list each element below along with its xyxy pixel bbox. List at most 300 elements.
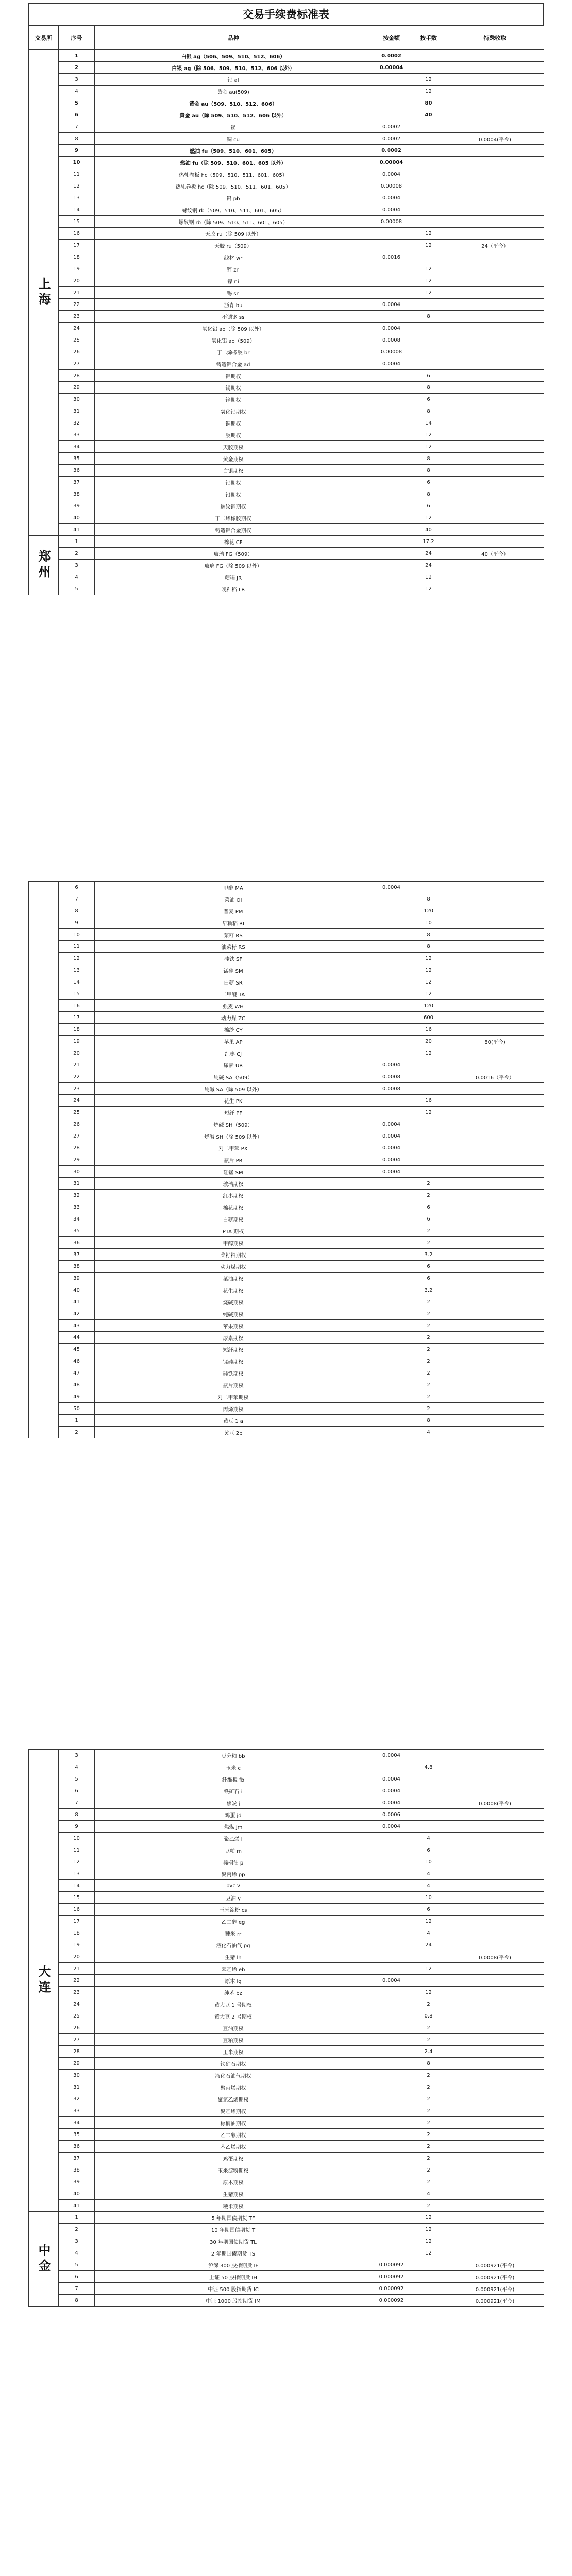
table-row [29, 2164, 544, 2176]
product-cell: 花生期权 [95, 1284, 372, 1296]
amount-cell [372, 1367, 411, 1379]
seq-cell: 38 [59, 488, 95, 500]
table-row [29, 2259, 544, 2271]
seq-cell: 24 [59, 323, 95, 334]
amount-cell: 0.0004 [372, 1975, 411, 1987]
amount-cell [372, 1024, 411, 1036]
lots-cell: 6 [411, 1201, 446, 1213]
table-row [29, 86, 544, 97]
seq-cell: 8 [59, 2295, 95, 2307]
special-cell [446, 1821, 544, 1833]
seq-cell: 42 [59, 1308, 95, 1320]
product-cell: pvc v [95, 1880, 372, 1892]
special-cell [446, 1249, 544, 1261]
amount-cell [372, 1190, 411, 1201]
amount-cell: 0.0004 [372, 168, 411, 180]
lots-cell: 2 [411, 2117, 446, 2129]
seq-cell: 20 [59, 1047, 95, 1059]
table-row [29, 216, 544, 228]
special-cell [446, 1415, 544, 1427]
seq-cell: 38 [59, 2164, 95, 2176]
table-row [29, 2224, 544, 2235]
seq-cell: 21 [59, 1059, 95, 1071]
special-cell [446, 2105, 544, 2117]
amount-cell [372, 2141, 411, 2153]
product-cell: 铋 [95, 121, 372, 133]
product-cell: 10 年期国债期货 T [95, 2224, 372, 2235]
seq-cell: 32 [59, 417, 95, 429]
amount-cell: 0.0004 [372, 323, 411, 334]
special-cell [446, 1998, 544, 2010]
lots-cell: 4 [411, 1833, 446, 1844]
lots-cell: 6 [411, 1904, 446, 1916]
exchange-cell [29, 882, 59, 1438]
table-row [29, 2212, 544, 2224]
table-row [29, 2129, 544, 2141]
table-row [29, 394, 544, 405]
lots-cell: 10 [411, 1892, 446, 1904]
table-row [29, 2176, 544, 2188]
table-row [29, 1012, 544, 1024]
product-cell: 动力煤期权 [95, 1261, 372, 1273]
amount-cell [372, 1201, 411, 1213]
lots-cell: 6 [411, 1213, 446, 1225]
product-cell: 丁二烯橡胶期权 [95, 512, 372, 524]
product-cell: 白银 ag（506、509、510、512、606） [95, 50, 372, 62]
product-cell: 晚籼稻 LR [95, 583, 372, 595]
table-header-row [29, 26, 544, 50]
lots-cell: 8 [411, 893, 446, 905]
table-row [29, 2283, 544, 2295]
product-cell: 二甲醚 TA [95, 988, 372, 1000]
seq-cell: 12 [59, 953, 95, 964]
amount-cell [372, 2046, 411, 2058]
product-cell: 聚氯乙烯期权 [95, 2093, 372, 2105]
amount-cell [372, 2034, 411, 2046]
lots-cell: 12 [411, 976, 446, 988]
lots-cell [411, 50, 446, 62]
seq-cell: 19 [59, 1939, 95, 1951]
table-row [29, 370, 544, 382]
lots-cell: 2 [411, 1355, 446, 1367]
product-cell: 铜期权 [95, 417, 372, 429]
product-cell: 瓶片期权 [95, 1379, 372, 1391]
lots-cell: 4 [411, 1427, 446, 1438]
lots-cell: 4 [411, 2188, 446, 2200]
lots-cell: 12 [411, 263, 446, 275]
seq-cell: 14 [59, 976, 95, 988]
amount-cell: 0.0004 [372, 1154, 411, 1166]
lots-cell: 6 [411, 1273, 446, 1284]
amount-cell [372, 1951, 411, 1963]
table-row [29, 2117, 544, 2129]
amount-cell [372, 228, 411, 240]
table-row [29, 429, 544, 441]
seq-cell: 9 [59, 1821, 95, 1833]
lots-cell: 2 [411, 2105, 446, 2117]
special-cell [446, 1880, 544, 1892]
lots-cell: 12 [411, 429, 446, 441]
special-cell [446, 370, 544, 382]
seq-cell: 6 [59, 882, 95, 893]
product-cell: 烧碱 SH（除 509 以外） [95, 1130, 372, 1142]
special-cell [446, 571, 544, 583]
special-cell [446, 560, 544, 571]
amount-cell: 0.0002 [372, 145, 411, 157]
seq-cell: 12 [59, 180, 95, 192]
lots-cell: 12 [411, 988, 446, 1000]
table-row [29, 1892, 544, 1904]
lots-cell: 2 [411, 2070, 446, 2081]
amount-cell [372, 2200, 411, 2212]
lots-cell: 8 [411, 465, 446, 477]
seq-cell: 21 [59, 287, 95, 299]
table-row [29, 334, 544, 346]
product-cell: 纯碱 SA（除 509 以外） [95, 1083, 372, 1095]
amount-cell: 0.000092 [372, 2259, 411, 2271]
amount-cell [372, 429, 411, 441]
special-cell [446, 976, 544, 988]
special-cell [446, 2235, 544, 2247]
table-row [29, 1308, 544, 1320]
table-row [29, 1427, 544, 1438]
product-cell: 鸡蛋 jd [95, 1809, 372, 1821]
product-cell: 苹果期权 [95, 1320, 372, 1332]
special-cell: 0.000921(平今) [446, 2283, 544, 2295]
lots-cell: 2 [411, 2153, 446, 2164]
seq-cell: 27 [59, 358, 95, 370]
product-cell: 白银期权 [95, 465, 372, 477]
table-row [29, 905, 544, 917]
product-cell: 聚乙烯 l [95, 1833, 372, 1844]
seq-cell: 9 [59, 145, 95, 157]
seq-cell: 16 [59, 1000, 95, 1012]
lots-cell: 2 [411, 2093, 446, 2105]
product-cell: 胶期权 [95, 429, 372, 441]
table-row [29, 500, 544, 512]
special-cell [446, 1261, 544, 1273]
product-cell: 白糖期权 [95, 1213, 372, 1225]
table-row [29, 1833, 544, 1844]
special-cell [446, 917, 544, 929]
lots-cell: 16 [411, 1095, 446, 1107]
special-cell [446, 988, 544, 1000]
special-cell [446, 228, 544, 240]
lots-cell: 24 [411, 560, 446, 571]
lots-cell: 2 [411, 2022, 446, 2034]
special-cell [446, 536, 544, 548]
table-row [29, 1963, 544, 1975]
product-cell: 瓶片 PR [95, 1154, 372, 1166]
seq-cell: 1 [59, 2212, 95, 2224]
amount-cell [372, 953, 411, 964]
special-cell [446, 453, 544, 465]
table-row [29, 1273, 544, 1284]
lots-cell: 12 [411, 86, 446, 97]
seq-cell: 11 [59, 1844, 95, 1856]
seq-cell: 33 [59, 429, 95, 441]
product-cell: 焦煤 jm [95, 1821, 372, 1833]
special-cell [446, 2034, 544, 2046]
product-cell: 锡 sn [95, 287, 372, 299]
lots-cell: 8 [411, 488, 446, 500]
product-cell: 生猪期权 [95, 2188, 372, 2200]
amount-cell [372, 1095, 411, 1107]
special-cell [446, 1178, 544, 1190]
lots-cell: 2 [411, 1367, 446, 1379]
lots-cell [411, 1809, 446, 1821]
special-cell [446, 1166, 544, 1178]
seq-cell: 31 [59, 1178, 95, 1190]
special-cell: 0.000921(平今) [446, 2271, 544, 2283]
table-row [29, 1000, 544, 1012]
product-cell: 铁矿石期权 [95, 2058, 372, 2070]
special-cell [446, 1427, 544, 1438]
lots-cell: 8 [411, 1415, 446, 1427]
lots-cell: 12 [411, 571, 446, 583]
lots-cell [411, 62, 446, 74]
amount-cell: 0.0008 [372, 1071, 411, 1083]
amount-cell: 0.0004 [372, 1130, 411, 1142]
special-cell [446, 429, 544, 441]
product-cell: 丙烯期权 [95, 1403, 372, 1415]
amount-cell: 0.0016 [372, 251, 411, 263]
product-cell: 菜籽粕期权 [95, 1249, 372, 1261]
table-row [29, 204, 544, 216]
amount-cell [372, 1249, 411, 1261]
special-cell [446, 109, 544, 121]
lots-cell: 12 [411, 2224, 446, 2235]
lots-cell: 8 [411, 382, 446, 394]
seq-cell: 34 [59, 2117, 95, 2129]
table-row [29, 1083, 544, 1095]
table-row [29, 477, 544, 488]
table-row [29, 1761, 544, 1773]
lots-cell: 3.2 [411, 1284, 446, 1296]
lots-cell: 12 [411, 583, 446, 595]
product-cell: 燃油 fu（509、510、601、605） [95, 145, 372, 157]
product-cell: 沪深 300 股指期货 IF [95, 2259, 372, 2271]
lots-cell [411, 1130, 446, 1142]
amount-cell [372, 1000, 411, 1012]
amount-cell [372, 1844, 411, 1856]
header-special: 特殊收取 [446, 26, 544, 50]
amount-cell [372, 74, 411, 86]
amount-cell [372, 2058, 411, 2070]
seq-cell: 45 [59, 1344, 95, 1355]
lots-cell: 80 [411, 97, 446, 109]
product-cell: 短纤 PF [95, 1107, 372, 1118]
product-cell: 30 年期国债期货 TL [95, 2235, 372, 2247]
seq-cell: 39 [59, 2176, 95, 2188]
special-cell [446, 964, 544, 976]
special-cell [446, 2224, 544, 2235]
special-cell [446, 358, 544, 370]
table-row [29, 964, 544, 976]
special-cell [446, 1237, 544, 1249]
product-cell: 粳稻 JR [95, 571, 372, 583]
lots-cell: 120 [411, 1000, 446, 1012]
product-cell: 中证 1000 股指期货 IM [95, 2295, 372, 2307]
table-row [29, 2046, 544, 2058]
table-row [29, 1249, 544, 1261]
seq-cell: 40 [59, 2188, 95, 2200]
special-cell [446, 1785, 544, 1797]
product-cell: 天胶期权 [95, 441, 372, 453]
special-cell [446, 1225, 544, 1237]
seq-cell: 50 [59, 1403, 95, 1415]
table-row [29, 2200, 544, 2212]
product-cell: 燃油 fu（除 509、510、601、605 以外） [95, 157, 372, 168]
special-cell: 0.0008(平今) [446, 1797, 544, 1809]
special-cell [446, 1391, 544, 1403]
special-cell [446, 1939, 544, 1951]
special-cell [446, 1059, 544, 1071]
seq-cell: 5 [59, 97, 95, 109]
table-row [29, 1856, 544, 1868]
amount-cell [372, 1308, 411, 1320]
lots-cell: 4 [411, 1927, 446, 1939]
table-row [29, 2010, 544, 2022]
amount-cell [372, 263, 411, 275]
table-row [29, 1154, 544, 1166]
table-row [29, 1785, 544, 1797]
lots-cell: 12 [411, 441, 446, 453]
product-cell: 棉花期权 [95, 1201, 372, 1213]
amount-cell [372, 2129, 411, 2141]
amount-cell [372, 311, 411, 323]
lots-cell [411, 334, 446, 346]
seq-cell: 26 [59, 1118, 95, 1130]
lots-cell [411, 1785, 446, 1797]
seq-cell: 2 [59, 1427, 95, 1438]
table-row [29, 1059, 544, 1071]
special-cell: 80(平今) [446, 1036, 544, 1047]
special-cell [446, 488, 544, 500]
special-cell [446, 583, 544, 595]
header-by-amount: 按金额 [372, 26, 411, 50]
amount-cell [372, 2093, 411, 2105]
product-cell: 硅铁期权 [95, 1367, 372, 1379]
lots-cell: 2 [411, 2141, 446, 2153]
amount-cell: 0.0004 [372, 1118, 411, 1130]
seq-cell: 36 [59, 2141, 95, 2153]
lots-cell: 12 [411, 964, 446, 976]
amount-cell [372, 2224, 411, 2235]
special-cell [446, 1367, 544, 1379]
seq-cell: 33 [59, 2105, 95, 2117]
product-cell: 对二甲苯 PX [95, 1142, 372, 1154]
amount-cell [372, 929, 411, 941]
amount-cell [372, 583, 411, 595]
amount-cell [372, 1284, 411, 1296]
product-cell: 螺纹钢 rb（除 509、510、511、601、605） [95, 216, 372, 228]
lots-cell: 2 [411, 1391, 446, 1403]
table-row [29, 2093, 544, 2105]
special-cell [446, 1000, 544, 1012]
seq-cell: 36 [59, 1237, 95, 1249]
amount-cell [372, 905, 411, 917]
seq-cell: 5 [59, 1773, 95, 1785]
seq-cell: 34 [59, 1213, 95, 1225]
product-cell: 黄大豆 2 号期权 [95, 2010, 372, 2022]
lots-cell: 6 [411, 477, 446, 488]
special-cell [446, 2153, 544, 2164]
seq-cell: 28 [59, 1142, 95, 1154]
product-cell: 铝 al [95, 74, 372, 86]
special-cell [446, 905, 544, 917]
lots-cell [411, 1750, 446, 1761]
amount-cell [372, 1868, 411, 1880]
lots-cell: 10 [411, 917, 446, 929]
product-cell: 热轧卷板 hc（除 509、510、511、601、605） [95, 180, 372, 192]
seq-cell: 19 [59, 1036, 95, 1047]
special-cell [446, 1190, 544, 1201]
seq-cell: 5 [59, 583, 95, 595]
lots-cell: 2 [411, 2176, 446, 2188]
table-row [29, 929, 544, 941]
lots-cell: 12 [411, 275, 446, 287]
seq-cell: 28 [59, 370, 95, 382]
amount-cell [372, 370, 411, 382]
lots-cell [411, 1118, 446, 1130]
product-cell: 玉米淀粉期权 [95, 2164, 372, 2176]
table-row [29, 346, 544, 358]
amount-cell [372, 1761, 411, 1773]
product-cell: 棉花 CF [95, 536, 372, 548]
product-cell: 尿素期权 [95, 1332, 372, 1344]
seq-cell: 13 [59, 192, 95, 204]
special-cell [446, 2070, 544, 2081]
product-cell: 菜油期权 [95, 1273, 372, 1284]
seq-cell: 49 [59, 1391, 95, 1403]
table-row [29, 1880, 544, 1892]
lots-cell [411, 299, 446, 311]
table-row [29, 382, 544, 394]
seq-cell: 23 [59, 1987, 95, 1998]
amount-cell [372, 2188, 411, 2200]
amount-cell [372, 1225, 411, 1237]
product-cell: 铜 cu [95, 133, 372, 145]
amount-cell [372, 1939, 411, 1951]
special-cell [446, 1379, 544, 1391]
special-cell [446, 1201, 544, 1213]
lots-cell [411, 121, 446, 133]
table-row [29, 1797, 544, 1809]
lots-cell: 12 [411, 2247, 446, 2259]
table-row [29, 1130, 544, 1142]
seq-cell: 20 [59, 1951, 95, 1963]
lots-cell [411, 1797, 446, 1809]
seq-cell: 13 [59, 964, 95, 976]
table-row [29, 2070, 544, 2081]
header-seq: 序号 [59, 26, 95, 50]
table-row [29, 1773, 544, 1785]
seq-cell: 4 [59, 86, 95, 97]
seq-cell: 17 [59, 1012, 95, 1024]
seq-cell: 26 [59, 2022, 95, 2034]
special-cell [446, 1773, 544, 1785]
product-cell: 短纤期权 [95, 1344, 372, 1355]
table-row [29, 583, 544, 595]
seq-cell: 11 [59, 168, 95, 180]
product-cell: 苯乙烯期权 [95, 2141, 372, 2153]
lots-cell: 2 [411, 2164, 446, 2176]
special-cell [446, 299, 544, 311]
product-cell: 原木期权 [95, 2176, 372, 2188]
lots-cell: 0.8 [411, 2010, 446, 2022]
product-cell: 铝期权 [95, 370, 372, 382]
